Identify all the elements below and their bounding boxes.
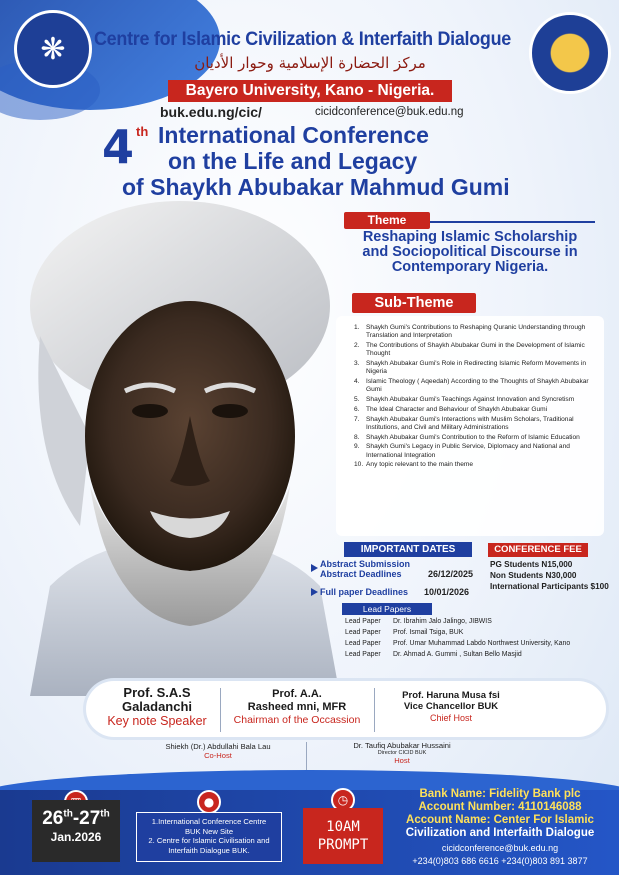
portrait-image — [20, 196, 350, 696]
full-paper-deadline-date: 10/01/2026 — [424, 587, 470, 597]
venue-block — [136, 812, 282, 862]
theme-label: Theme — [344, 212, 430, 229]
list-item: 1. Shaykh Gumi's Contributions to Reshaping Quranic Understanding through Translation and Interpretation — [354, 324, 586, 340]
buk-logo — [14, 10, 92, 88]
event-time: 10AM — [326, 819, 360, 835]
conference-title-line1: International Conference — [158, 122, 429, 148]
seal-emblem-icon — [532, 15, 608, 91]
list-item: 6. The Ideal Character and Behaviour of Shaykh Abubakar Gumi — [354, 405, 548, 413]
chief-host: Prof. Haruna Musa fsi Vice Chancellor BUK Chief Host — [402, 690, 500, 723]
bank-email: cicidconference@buk.edu.ng — [441, 843, 559, 853]
fee-international: International Participants $100 — [490, 582, 609, 591]
host-divider — [306, 742, 307, 770]
conference-number-ordinal: th — [136, 124, 149, 139]
theme-line2: and Sociopolitical Discourse in — [362, 244, 578, 260]
conference-fee-label: CONFERENCE FEE — [488, 543, 588, 557]
lead-papers-label: Lead Papers — [342, 603, 432, 615]
event-time-note: PROMPT — [317, 837, 369, 853]
cicid-seal-logo — [529, 12, 611, 94]
clock-icon: ◷ — [331, 788, 355, 812]
abstract-deadline-date: 26/12/2025 — [428, 569, 474, 579]
list-item: Lead Paper Dr. Ibrahim Jalo Jalingo, JIBWIS — [345, 618, 492, 625]
full-paper-deadline-label: Full paper Deadlines — [320, 587, 409, 597]
chairman: Prof. A.A. Rasheed mni, MFR Chairman of the Occassion — [233, 688, 361, 726]
abstract-deadline-label: Abstract Deadlines — [320, 569, 402, 579]
event-days: 26th-27th — [42, 808, 110, 829]
event-month-year: Jan.2026 — [50, 830, 102, 844]
keynote-speaker: Prof. S.A.S Galadanchi Key note Speaker — [107, 685, 207, 728]
subtheme-list-box — [336, 316, 604, 536]
calligraphy-emblem-icon: ❋ — [40, 31, 66, 67]
theme-divider — [430, 221, 595, 223]
conference-number — [98, 120, 156, 172]
conference-title-line2: on the Life and Legacy — [168, 148, 418, 174]
list-item: 3. Shaykh Abubakar Gumi's Role in Redirecting Islamic Reform Movements in Nigeria — [354, 360, 587, 376]
account-name-line2: Civilization and Interfaith Dialogue — [405, 827, 595, 839]
important-dates-label: IMPORTANT DATES — [344, 542, 472, 557]
list-item: 10. Any topic relevant to the main theme — [354, 461, 474, 469]
theme-line1: Reshaping Islamic Scholarship — [362, 229, 578, 245]
contact-phones: +234(0)803 686 6616 +234(0)803 891 3877 — [412, 856, 588, 866]
co-host: Shiekh (Dr.) Abdullahi Bala Lau Co-Host — [165, 742, 271, 760]
abstract-submission-label: Abstract Submission — [320, 559, 411, 569]
subtheme-label: Sub-Theme — [352, 293, 476, 313]
arrow-right-icon — [311, 564, 318, 572]
venue-1: 1.International Conference Centre BUK New Site — [151, 817, 267, 836]
list-item: 7. Shaykh Abubakar Gumi's Interactions with Muslim Scholars, Traditional Institutions, and Civil and Military Administrations — [354, 415, 574, 431]
conference-number-digit: 4 — [102, 120, 135, 174]
host-divider — [374, 688, 375, 732]
list-item: 9. Shaykh Gumi's Legacy in Public Service, Diplomacy and National and International Integration — [354, 443, 570, 459]
org-name: Centre for Islamic Civilization & Interfaith Dialogue — [94, 28, 512, 50]
list-item: 8. Shaykh Abubakar Gumi's Contribution to the Reform of Islamic Education — [354, 433, 580, 441]
university-banner: Bayero University, Kano - Nigeria. — [168, 80, 452, 102]
theme-text — [334, 230, 606, 286]
subtheme-list — [354, 324, 594, 470]
header-email: cicidconference@buk.edu.ng — [315, 106, 464, 118]
fee-pg: PG Students N15,000 — [490, 560, 573, 569]
portrait-illustration — [20, 196, 350, 696]
org-name-arabic: مركز الحضارة الإسلامية وحوار الأديان — [194, 54, 426, 72]
time-block — [303, 808, 383, 864]
event-date-block — [32, 800, 120, 862]
conference-title-line3: of Shaykh Abubakar Mahmud Gumi — [122, 174, 510, 200]
bank-name: Bank Name: Fidelity Bank plc — [419, 788, 581, 800]
list-item: 5. Shaykh Abubakar Gumi's Teachings Against Innovation and Syncretism — [354, 396, 575, 403]
list-item: Lead Paper Dr. Ahmad A. Gummi , Sultan Bello Masjid — [345, 651, 522, 658]
list-item: 4. Islamic Theology ( Aqeedah) According to the Thoughts of Shaykh Abubakar Gumi — [354, 378, 589, 394]
venue-2: 2. Centre for Islamic Civilisation and Interfaith Dialogue BUK. — [148, 836, 270, 855]
host-divider — [220, 688, 221, 732]
account-name-line1: Account Name: Center For Islamic — [406, 814, 594, 826]
list-item: Lead Paper Prof. Ismail Tsiga, BUK — [345, 629, 464, 636]
website-text: buk.edu.ng/cic/ — [160, 104, 262, 120]
host: Dr. Taufiq Abubakar Hussaini Director CICID BUK Host — [353, 741, 451, 765]
fee-non-students: Non Students N30,000 — [490, 571, 577, 580]
account-number: Account Number: 4110146088 — [418, 801, 582, 813]
arrow-right-icon — [311, 588, 318, 596]
list-item: 2. The Contributions of Shaykh Abubakar Gumi in the Development of Islamic Thought — [354, 342, 585, 358]
location-pin-icon: ● — [197, 790, 221, 814]
list-item: Lead Paper Prof. Umar Muhammad Labdo Northwest University, Kano — [345, 640, 571, 647]
theme-line3: Contemporary Nigeria. — [391, 259, 549, 275]
